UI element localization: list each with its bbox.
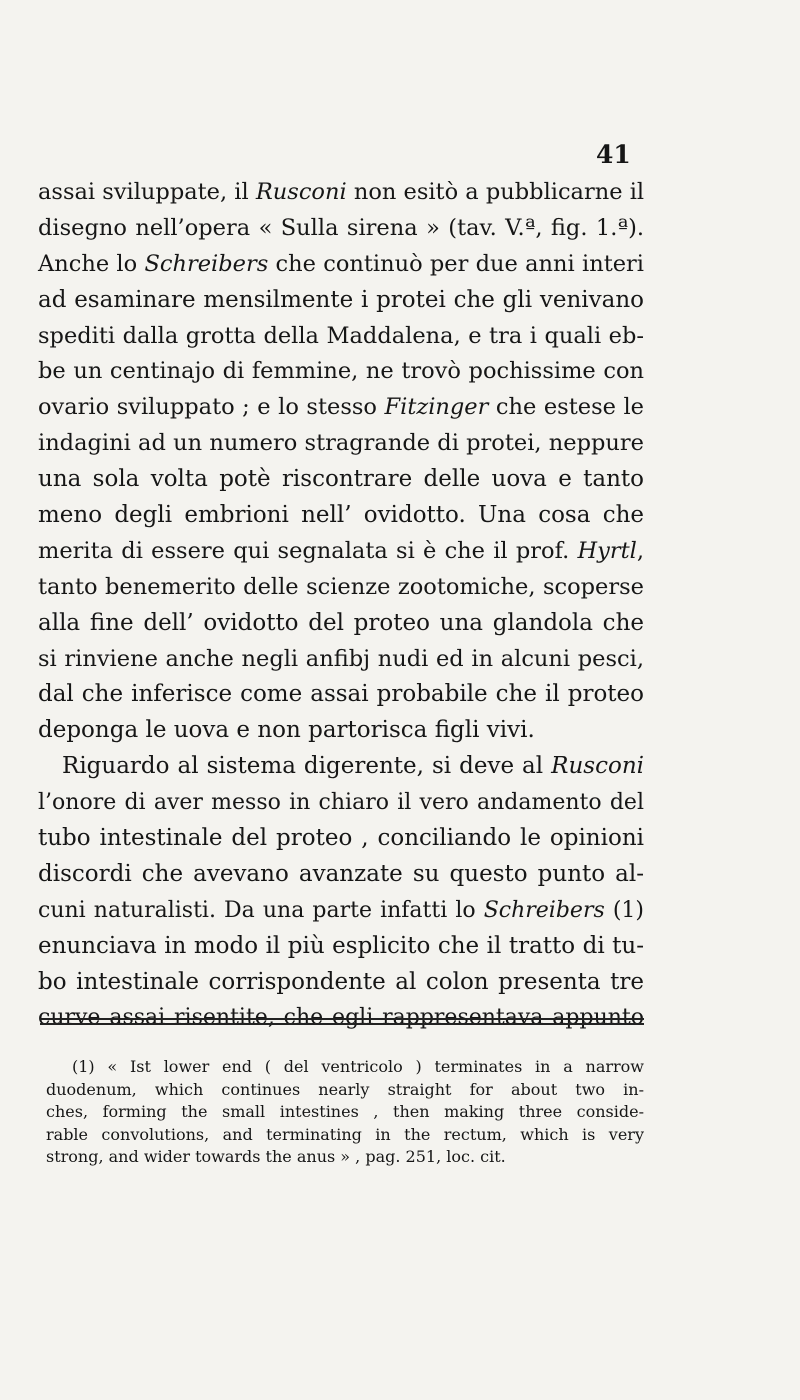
text-segment: deponga le uova e non partorisca figli vivi. — [38, 717, 535, 744]
text-segment: (1) — [604, 897, 644, 923]
text-segment: discordi che avevano avanzate su questo punto al- — [38, 860, 644, 887]
footnote-line — [46, 1101, 644, 1124]
text-segment: Riguardo al sistema digerente, si deve al — [62, 753, 552, 780]
text-segment: tanto benemerito delle scienze zootomiche, scoperse — [38, 573, 644, 600]
footnote-line — [46, 1079, 644, 1102]
line-text — [38, 179, 644, 205]
text-segment: be un centinajo di femmine, ne trovò pochissime con — [38, 358, 644, 385]
body-line — [38, 498, 644, 534]
footnote-line — [46, 1146, 644, 1169]
line-text — [38, 898, 644, 923]
text-segment: ovario sviluppato ; e lo stesso — [38, 394, 385, 421]
italic-name: Schreibers — [144, 250, 269, 277]
line-text — [38, 538, 644, 564]
body-line — [38, 965, 644, 1001]
text-segment: che continuò per due anni interi — [268, 250, 644, 277]
text-segment: disegno nell’opera « Sulla sirena » (tav. V.ª, fig. 1.ª). — [38, 214, 644, 241]
line-text — [38, 251, 644, 277]
text-segment: , — [636, 537, 644, 564]
divider — [40, 1018, 644, 1020]
body-line — [38, 319, 644, 355]
body-line — [38, 175, 644, 211]
body-line — [38, 785, 644, 821]
text-segment: merita di essere qui segnalata si è che il prof. — [38, 537, 578, 564]
text-segment: si rinviene anche negli anfibj nudi ed in alcuni pesci, — [38, 645, 644, 672]
body-text — [38, 175, 644, 1036]
line-text — [38, 394, 644, 420]
text-segment: ad esaminare mensilmente i protei che gli venivano — [38, 286, 644, 313]
italic-name: Rusconi — [255, 179, 347, 205]
body-line — [38, 354, 644, 390]
body-line — [38, 929, 644, 965]
body-line — [38, 857, 644, 893]
text-segment: bo intestinale corrispondente al colon presenta tre — [38, 968, 644, 995]
text-segment: non esitò a pubblicarne il — [346, 179, 645, 205]
text-segment: cuni naturalisti. Da una parte infatti lo — [38, 897, 484, 923]
footnote-text: duodenum, which continues nearly straight for about two in- — [46, 1079, 644, 1099]
body-line — [38, 426, 644, 462]
footnote-text: rable convolutions, and terminating in the rectum, which is very — [46, 1124, 644, 1144]
footnote-separator — [40, 1018, 644, 1025]
text-segment: una sola volta potè riscontrare delle uova e tanto — [38, 466, 644, 493]
body-line — [38, 677, 644, 713]
footnote-line — [46, 1056, 644, 1079]
footnote-text: ches, forming the small intestines , then making three conside- — [46, 1102, 644, 1121]
footnotes — [46, 1056, 644, 1169]
body-line — [38, 606, 644, 642]
text-segment: spediti dalla grotta della Maddalena, e tra i quali eb- — [38, 322, 644, 349]
body-line — [38, 713, 644, 749]
page-number: 41 — [596, 140, 631, 169]
text-segment: tubo intestinale del proteo , conciliando le opinioni — [38, 825, 644, 852]
body-line — [38, 570, 644, 606]
body-line — [38, 390, 644, 426]
text-segment: curve assai risentite, che egli rappresentava appunto — [38, 1005, 644, 1031]
line-text — [62, 753, 644, 779]
divider — [40, 1023, 644, 1025]
text-segment: Anche lo — [38, 250, 145, 277]
text-segment: assai sviluppate, il — [38, 179, 256, 205]
footnote-text: (1) « Ist lower end ( del ventricolo ) terminates in a narrow — [72, 1057, 644, 1076]
text-segment: l’onore di aver messo in chiaro il vero andamento del — [38, 790, 644, 816]
italic-name: Schreibers — [483, 897, 605, 923]
body-line — [38, 283, 644, 319]
text-segment: alla fine dell’ ovidotto del proteo una glandola che — [38, 609, 644, 636]
text-segment: che estese le — [488, 394, 644, 421]
body-line — [38, 247, 644, 283]
body-line — [38, 534, 644, 570]
italic-name: Fitzinger — [384, 394, 489, 421]
footnote-line — [46, 1124, 644, 1147]
body-line — [38, 821, 644, 857]
text-segment: enunciava in modo il più esplicito che il tratto di tu- — [38, 932, 644, 959]
footnote-text: strong, and wider towards the anus » , pag. 251, loc. cit. — [46, 1147, 506, 1166]
body-line — [38, 462, 644, 498]
body-line — [38, 749, 644, 785]
text-segment: dal che inferisce come assai probabile che il proteo — [38, 681, 644, 708]
text-segment: indagini ad un numero stragrande di protei, neppure — [38, 430, 644, 457]
italic-name: Rusconi — [551, 753, 644, 780]
body-line — [38, 642, 644, 678]
italic-name: Hyrtl — [577, 537, 637, 564]
body-line — [38, 893, 644, 929]
text-segment: meno degli embrioni nell’ ovidotto. Una cosa che — [38, 502, 644, 529]
body-line — [38, 211, 644, 247]
